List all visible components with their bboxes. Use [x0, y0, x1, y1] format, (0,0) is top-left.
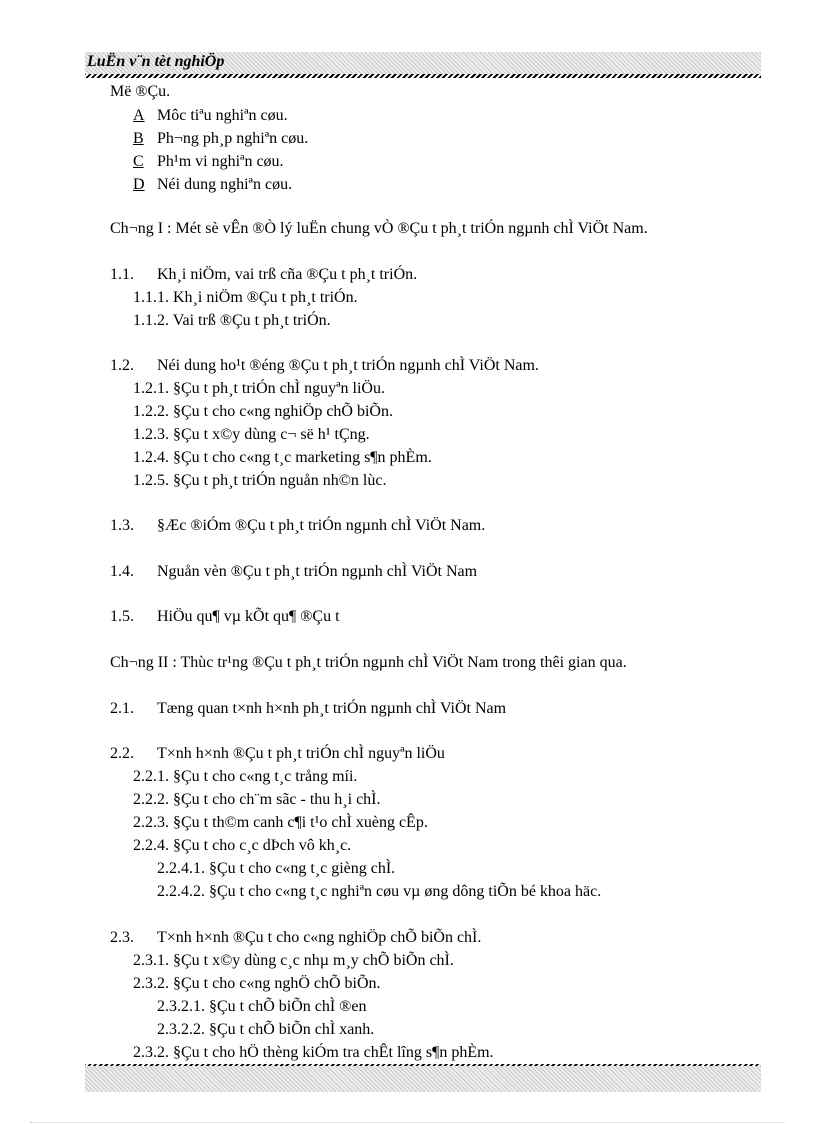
- intro-item-letter: C: [133, 153, 144, 170]
- section-1-4: [110, 562, 477, 582]
- section-1-1: [110, 265, 417, 285]
- section-text: Néi dung ho¹t ®éng ®Çu t ph¸t triÓn ngµnh chÌ ViÖt Nam.: [157, 357, 539, 374]
- chapter-2-title: Ch¬ng II : Thùc tr¹ng ®Çu t ph¸t triÓn ngµnh chÌ ViÖt Nam trong thêi gian qua.: [110, 654, 627, 671]
- section-number: 1.4.: [110, 563, 134, 580]
- intro-item-text: Môc tiªu nghiªn cøu.: [157, 107, 288, 124]
- section-number: 2.1.: [110, 700, 134, 717]
- section-1-2-3: 1.2.3. §Çu t x©y dùng c¬ së h¹ tÇng.: [133, 426, 370, 443]
- page-footer: [85, 1066, 761, 1092]
- header-title: LuËn v¨n tèt nghiÖp: [87, 53, 225, 70]
- section-1-5: [110, 607, 340, 627]
- intro-heading: Më ®Çu.: [110, 83, 171, 100]
- section-text: Tæng quan t×nh h×nh ph¸t triÓn ngµnh chÌ ViÖt Nam: [157, 700, 507, 717]
- section-number: 2.3.: [110, 929, 134, 946]
- section-text: Kh¸i niÖm, vai trß cña ®Çu t ph¸t triÓn.: [157, 266, 418, 283]
- section-2-2-4: 2.2.4. §Çu t cho c¸c dÞch vô kh¸c.: [133, 837, 352, 854]
- section-number: 1.2.: [110, 357, 134, 374]
- section-1-2-5: 1.2.5. §Çu t ph¸t triÓn nguån nh©n lùc.: [133, 472, 387, 489]
- intro-item-d: [133, 175, 292, 195]
- section-text: HiÖu qu¶ vµ kÕt qu¶ ®Çu t: [157, 608, 340, 625]
- section-2-2: [110, 744, 445, 764]
- intro-item-text: Ph¹m vi nghiªn cøu.: [157, 153, 284, 170]
- intro-item-letter: A: [133, 107, 145, 124]
- section-2-3-2-1: 2.3.2.1. §Çu t chÕ biÕn chÌ ®en: [157, 998, 367, 1015]
- header-rule: [85, 74, 761, 78]
- section-1-2-2: 1.2.2. §Çu t cho c«ng nghiÖp chÕ biÕn.: [133, 403, 393, 420]
- section-number: 1.5.: [110, 608, 134, 625]
- section-2-1: [110, 699, 506, 719]
- intro-item-letter: D: [133, 176, 145, 193]
- section-2-3: [110, 928, 481, 948]
- section-1-2: [110, 356, 539, 376]
- section-2-2-3: 2.2.3. §Çu t th©m canh c¶i t¹o chÌ xuèng cÊp.: [133, 814, 428, 831]
- section-1-2-1: 1.2.1. §Çu t ph¸t triÓn chÌ nguyªn liÖu.: [133, 380, 385, 397]
- chapter-1-title: Ch¬ng I : Mét sè vÊn ®Ò lý luËn chung vÒ ®Çu t ph¸t triÓn ngµnh chÌ ViÖt Nam.: [110, 220, 648, 237]
- section-2-3-1: 2.3.1. §Çu t x©y dùng c¸c nhµ m¸y chÕ biÕn chÌ.: [133, 952, 454, 969]
- section-2-3-2b: 2.3.2. §Çu t cho hÖ thèng kiÓm tra chÊt lîng s¶n phÈm.: [133, 1044, 494, 1061]
- page-header: [85, 52, 761, 74]
- section-2-3-2-2: 2.3.2.2. §Çu t chÕ biÕn chÌ xanh.: [157, 1021, 375, 1038]
- section-number: 2.2.: [110, 745, 134, 762]
- section-2-2-4-2: 2.2.4.2. §Çu t cho c«ng t¸c nghiªn cøu vµ øng dông tiÕn bé khoa häc.: [157, 883, 602, 900]
- section-2-2-4-1: 2.2.4.1. §Çu t cho c«ng t¸c gièng chÌ.: [157, 860, 396, 877]
- section-2-3-2: 2.3.2. §Çu t cho c«ng nghÖ chÕ biÕn.: [133, 975, 381, 992]
- intro-item-b: [133, 129, 308, 149]
- intro-item-a: [133, 106, 288, 126]
- section-2-2-1: 2.2.1. §Çu t cho c«ng t¸c trång míi.: [133, 768, 358, 785]
- section-text: Nguån vèn ®Çu t ph¸t triÓn ngµnh chÌ ViÖt Nam: [157, 563, 478, 580]
- intro-item-letter: B: [133, 130, 144, 147]
- section-text: T×nh h×nh ®Çu t ph¸t triÓn chÌ nguyªn liÖu: [157, 745, 445, 762]
- section-2-2-2: 2.2.2. §Çu t cho ch¨m sãc - thu h¸i chÌ.: [133, 791, 381, 808]
- intro-item-text: Néi dung nghiªn cøu.: [157, 176, 293, 193]
- intro-item-c: [133, 152, 284, 172]
- section-1-1-1: 1.1.1. Kh¸i niÖm ®Çu t ph¸t triÓn.: [133, 289, 358, 306]
- section-1-3: [110, 516, 485, 536]
- section-text: §Æc ®iÓm ®Çu t ph¸t triÓn ngµnh chÌ ViÖt Nam.: [157, 517, 486, 534]
- section-1-1-2: 1.1.2. Vai trß ®Çu t ph¸t triÓn.: [133, 312, 331, 329]
- section-number: 1.1.: [110, 266, 134, 283]
- section-number: 1.3.: [110, 517, 134, 534]
- section-text: T×nh h×nh ®Çu t cho c«ng nghiÖp chÕ biÕn chÌ.: [157, 929, 482, 946]
- section-1-2-4: 1.2.4. §Çu t cho c«ng t¸c marketing s¶n phÈm.: [133, 449, 432, 466]
- intro-item-text: Ph¬ng ph¸p nghiªn cøu.: [157, 130, 309, 147]
